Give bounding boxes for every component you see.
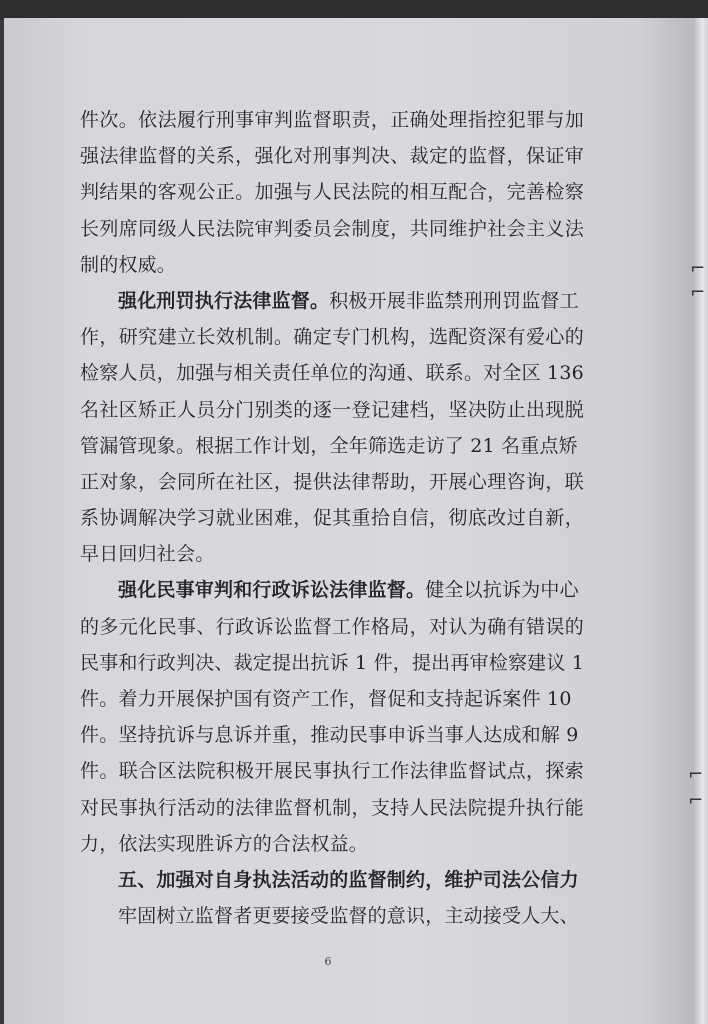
text-line: 强 法 律 监 督 的 关 系 ， 强 化 对 刑 事 判 决 、 裁 定 的 监 督 ， 保 证 审 [80,145,584,168]
text-line: 检察人员，加强与相关责任单位的沟通、联系。对全区 136 [80,362,584,385]
text-line: 民事和行政判决、裁定提出抗诉 1 件，提出再审检察建议 1 [80,651,585,674]
text-line: 牢固树立监督者更要接受监督的意识，主动接受人大、 [118,905,579,928]
binding-mark: ⌐ [690,258,706,279]
text-line: 对 民 事 执 行 活 动 的 法 律 监 督 机 制 ， 支 持 人 民 法 院 提 升 执 行 能 [80,796,584,819]
document-body [80,102,584,934]
text-run: 积极开展非监禁刑刑罚监督工 [329,289,579,312]
page-number: 6 [324,955,332,968]
text-line: 长 列 席 同 级 人 民 法 院 审 判 委 员 会 制 度 ， 共 同 维 护 社 会 主 义 法 [80,217,584,240]
paragraph-first-line [80,283,584,319]
page-edge [694,18,708,1024]
binding-mark: ⌐ [690,282,706,303]
binding-mark: ⌐ [688,764,704,785]
scanner-top-edge [0,0,708,20]
binding-mark: ⌐ [688,790,704,811]
text-line: 系 协 调 解 决 学 习 就 业 困 难 ， 促 其 重 拾 自 信 ， 彻 底 改 过 自 新 ， [80,507,584,530]
paragraph-heading: 强化民事审判和行政诉讼法律监督。 [118,579,426,602]
text-line: 件。着力开展保护国有资产工作，督促和支持起诉案件 10 [80,688,572,710]
text-line: 正 对 象 ， 会 同 所 在 社 区 ， 提 供 法 律 帮 助 ， 开 展 心 理 咨 询 ， 联 [80,470,584,493]
text-line: 管漏管现象。根据工作计划，全年筛选走访了 21 名重点矫 [80,434,578,457]
text-line: 件 。 联 合 区 法 院 积 极 开 展 民 事 执 行 工 作 法 律 监 督 试 点 ， 探 索 [80,760,584,783]
text-line: 早日回归社会。 [80,543,215,566]
paragraph-heading: 强化刑罚执行法律监督。 [118,289,330,312]
text-line: 名 社 区 矫 正 人 员 分 门 别 类 的 逐 一 登 记 建 档 ， 坚 决 防 止 出 现 脱 [80,398,584,421]
text-line: 制的权威。 [80,253,177,276]
text-line: 件 次 。 依 法 履 行 刑 事 审 判 监 督 职 责 ， 正 确 处 理 指 控 犯 罪 与 加 [80,109,584,131]
paragraph-first-line [80,572,584,608]
text-line: 判 结 果 的 客 观 公 正 。 加 强 与 人 民 法 院 的 相 互 配 合 ， 完 善 检 察 [80,181,584,204]
text-line: 力，依法实现胜诉方的合法权益。 [80,832,369,855]
text-line: 件。坚持抗诉与息诉并重，推动民事申诉当事人达成和解 9 [80,724,579,747]
text-run: 健全以抗诉为中心 [425,579,579,602]
section-heading: 五、加强对自身执法活动的监督制约，维护司法公信力 [118,868,579,891]
text-line: 作 ， 研 究 建 立 长 效 机 制 。 确 定 专 门 机 构 ， 选 配 资 深 有 爱 心 的 [80,326,584,349]
text-line: 的 多 元 化 民 事 、 行 政 诉 讼 监 督 工 作 格 局 ， 对 认 为 确 有 错 误 的 [80,615,584,638]
